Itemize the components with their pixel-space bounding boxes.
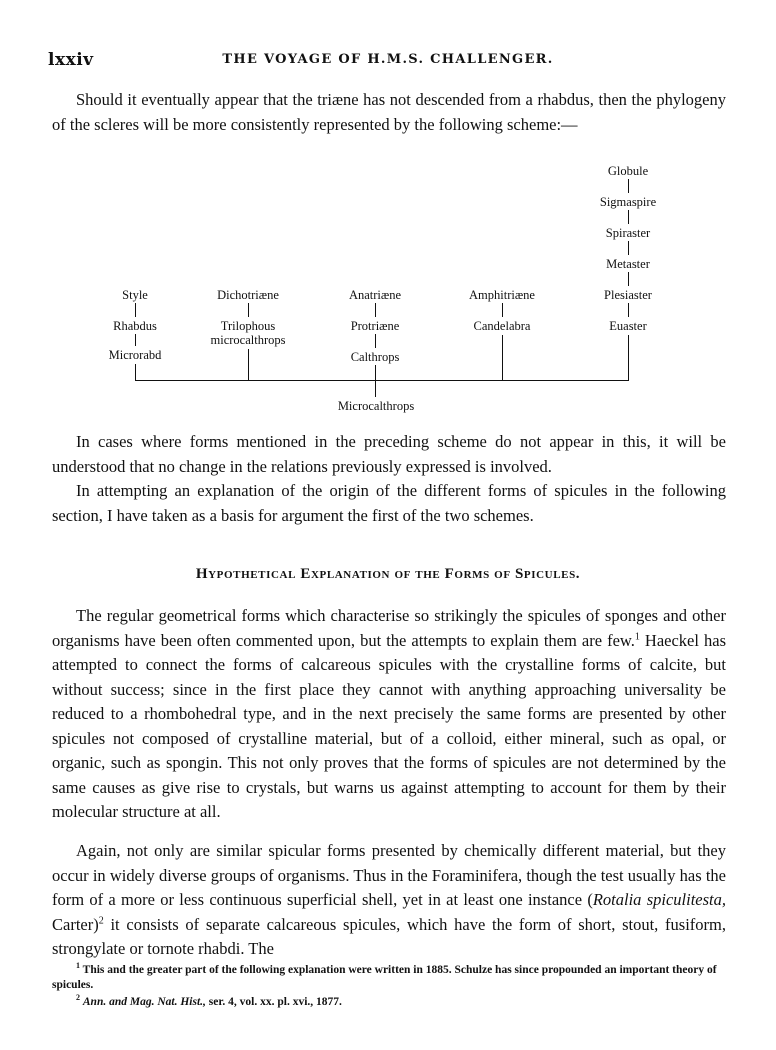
- section-paragraph-1: [52, 604, 726, 825]
- species-name: Rotalia spiculitesta,: [592, 890, 726, 909]
- scheme-node-amphitriaene: Amphitriæne: [469, 288, 535, 302]
- text-span: Again, not only are similar spicular forms presented by chemically different material, but they occur in widely diverse groups of organisms. Thus in the Foraminifera, though the test usually has the form of a more or less continuous superficial shell, yet in at least one instance (: [52, 841, 726, 909]
- scheme-node-microcalthrops-lower: microcalthrops: [210, 333, 286, 347]
- intro-paragraph: Should it eventually appear that the triæne has not descended from a rhabdus, then the phylogeny of the scleres will be more consistently represented by the following scheme:—: [52, 90, 726, 134]
- scheme-connector: [135, 334, 136, 346]
- scheme-node-root-microcalthrops: Microcalthrops: [337, 399, 415, 413]
- paragraph-attempting: In attempting an explanation of the origin of the different forms of spicules in the following section, I have taken as a basis for argument the first of the two schemes.: [52, 481, 726, 525]
- running-title: THE VOYAGE OF H.M.S. CHALLENGER.: [222, 52, 554, 67]
- scheme-node-trilophous: Trilophous: [220, 319, 276, 333]
- text-span: Carter): [52, 914, 99, 934]
- scheme-node-rhabdus: Rhabdus: [113, 319, 157, 333]
- scheme-connector: [135, 303, 136, 317]
- scheme-connector: [248, 349, 249, 380]
- footnote-ref-2: 2: [98, 915, 104, 926]
- scheme-node-euaster: Euaster: [609, 319, 647, 333]
- scheme-connector: [375, 303, 376, 317]
- footnote-text: ser. 4, vol. xx. pl. xvi., 1877.: [205, 996, 342, 1008]
- scheme-node-protriaene: Protriæne: [350, 319, 400, 333]
- section-heading: Hypothetical Explanation of the Forms of Spicules.: [195, 566, 581, 582]
- scheme-node-plesiaster: Plesiaster: [604, 288, 652, 302]
- scheme-connector: [135, 364, 136, 380]
- scheme-node-globule: Globule: [607, 164, 649, 178]
- scheme-node-microrabd: Microrabd: [108, 348, 162, 362]
- phylogeny-scheme: [0, 0, 776, 430]
- scheme-baseline: [135, 380, 629, 381]
- footnote-mark: 2: [76, 993, 80, 1003]
- scheme-node-spiraster: Spiraster: [605, 226, 651, 240]
- scheme-node-sigmaspire: Sigmaspire: [599, 195, 657, 209]
- section-paragraph-2: [52, 839, 726, 962]
- text-span: it consists of separate calcareous spicules, which have the form of short, stout, fusiform, strongylate or tornote rhabdi. The: [52, 914, 726, 958]
- footnote-2: [52, 995, 726, 1010]
- scheme-node-candelabra: Candelabra: [473, 319, 531, 333]
- text-span: Haeckel has attempted to connect the forms of calcareous spicules with the crystalline forms of calcite, but without success; since in the first place they cannot with anything approaching universality be reduced to a rhombohedral type, and in the next precisely the same forms are presented by other spicules not composed of crystalline material, but of a colloid, either mineral, such as opal, or organic, such as spongin. This not only proves that the forms of spicules are not determined by the same causes as give rise to crystals, but warns us against attempting to account for them by their molecular structure at all.: [52, 630, 727, 821]
- scheme-node-anatriaene: Anatriæne: [348, 288, 402, 302]
- scheme-connector: [248, 303, 249, 317]
- footnote-ref-1: 1: [634, 631, 640, 642]
- scheme-connector: [628, 210, 629, 224]
- scheme-connector: [628, 272, 629, 286]
- scheme-connector: [375, 334, 376, 348]
- text-span: The regular geometrical forms which characterise so strikingly the spicules of sponges and other organisms have been often commented upon, but the attempts to explain them are few.: [52, 606, 726, 650]
- paragraph-cases: In cases where forms mentioned in the preceding scheme do not appear in this, it will be understood that no change in the relations previously expressed is involved.: [52, 432, 726, 476]
- scheme-node-style: Style: [122, 288, 148, 302]
- scheme-node-metaster: Metaster: [606, 257, 650, 271]
- scheme-connector: [628, 335, 629, 380]
- scheme-connector: [502, 335, 503, 380]
- scheme-node-dichotriaene: Dichotriæne: [217, 288, 279, 302]
- page-number: lxxiv: [48, 50, 94, 70]
- footnote-text: This and the greater part of the following explanation were written in 1885. Schulze has since propounded an important theory of spicules.: [52, 964, 717, 991]
- scheme-connector: [628, 303, 629, 317]
- footnote-1: [52, 963, 726, 993]
- scheme-node-calthrops: Calthrops: [350, 350, 400, 364]
- scheme-connector: [502, 303, 503, 317]
- scheme-connector: [628, 241, 629, 255]
- scheme-connector: [628, 179, 629, 193]
- footnote-mark: 1: [76, 961, 80, 971]
- footnote-journal: Ann. and Mag. Nat. Hist.,: [82, 996, 206, 1008]
